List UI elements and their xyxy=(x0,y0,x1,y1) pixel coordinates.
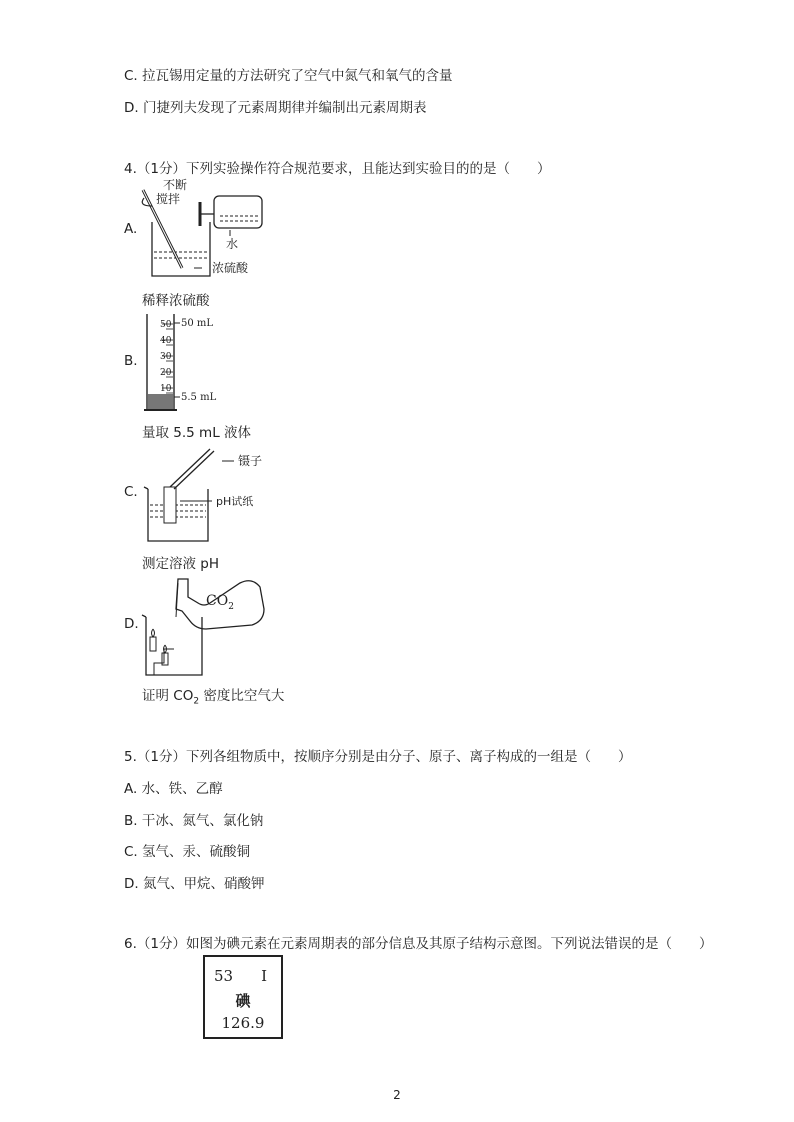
q4-option-d-letter: D. xyxy=(124,616,139,632)
iodine-element-card xyxy=(203,955,283,1039)
tick-40: 40 xyxy=(160,336,172,346)
q3-option-d: D. 门捷列夫发现了元素周期律并编制出元素周期表 xyxy=(124,100,427,116)
fig-a-water-label: 水 xyxy=(226,237,239,251)
q5-option-a: A. 水、铁、乙醇 xyxy=(124,781,223,797)
q4-option-d-caption: 证明 $CO_2$ 密度比空气大 xyxy=(142,688,285,707)
element-symbol: I xyxy=(261,967,267,985)
dilute-acid-figure xyxy=(140,178,270,280)
fig-d-gas-label: $CO_2$ xyxy=(206,593,234,612)
q4-stem: 4.（1分）下列实验操作符合规范要求，且能达到实验目的的是（ ） xyxy=(124,161,551,177)
atomic-mass: 126.9 xyxy=(221,1014,265,1032)
page-number: 2 xyxy=(393,1088,401,1102)
tick-10: 10 xyxy=(160,384,172,394)
q5-stem: 5.（1分）下列各组物质中，按顺序分别是由分子、原子、离子构成的一组是（ ） xyxy=(124,749,632,765)
tick-30: 30 xyxy=(160,352,172,362)
q5-option-d: D. 氮气、甲烷、硝酸钾 xyxy=(124,876,265,892)
q4-option-a-caption: 稀释浓硫酸 xyxy=(142,293,210,309)
label-50ml: 50 mL xyxy=(181,318,214,329)
q4-option-c-letter: C. xyxy=(124,484,138,500)
fig-c-paper-label: pH试纸 xyxy=(216,495,254,508)
q4-option-a-letter: A. xyxy=(124,221,138,237)
atomic-number: 53 xyxy=(214,967,234,985)
tick-50: 50 xyxy=(160,320,172,330)
element-name: 碘 xyxy=(235,992,251,1010)
q4-option-b-letter: B. xyxy=(124,353,138,369)
q6-stem: 6.（1分）如图为碘元素在元素周期表的部分信息及其原子结构示意图。下列说法错误的是（ ） xyxy=(124,936,713,952)
fig-a-text-2: 搅拌 xyxy=(156,192,181,206)
ph-test-figure xyxy=(142,445,272,545)
fig-c-tweezers-label: 镊子 xyxy=(238,454,263,468)
graduated-cylinder-figure xyxy=(142,310,262,414)
q5-option-c: C. 氢气、汞、硫酸铜 xyxy=(124,844,251,860)
q4-option-c-caption: 测定溶液 pH xyxy=(142,556,220,572)
label-5-5ml: 5.5 mL xyxy=(181,392,217,403)
fig-a-acid-label: 浓硫酸 xyxy=(212,261,249,275)
q3-option-c: C. 拉瓦锡用定量的方法研究了空气中氮气和氧气的含量 xyxy=(124,68,453,84)
q5-option-b: B. 干冰、氮气、氯化钠 xyxy=(124,813,264,829)
fig-a-text-1: 不断 xyxy=(163,178,188,192)
tick-20: 20 xyxy=(160,368,172,378)
co2-density-figure xyxy=(140,573,270,679)
q4-option-b-caption: 量取 5.5 mL 液体 xyxy=(142,425,252,441)
